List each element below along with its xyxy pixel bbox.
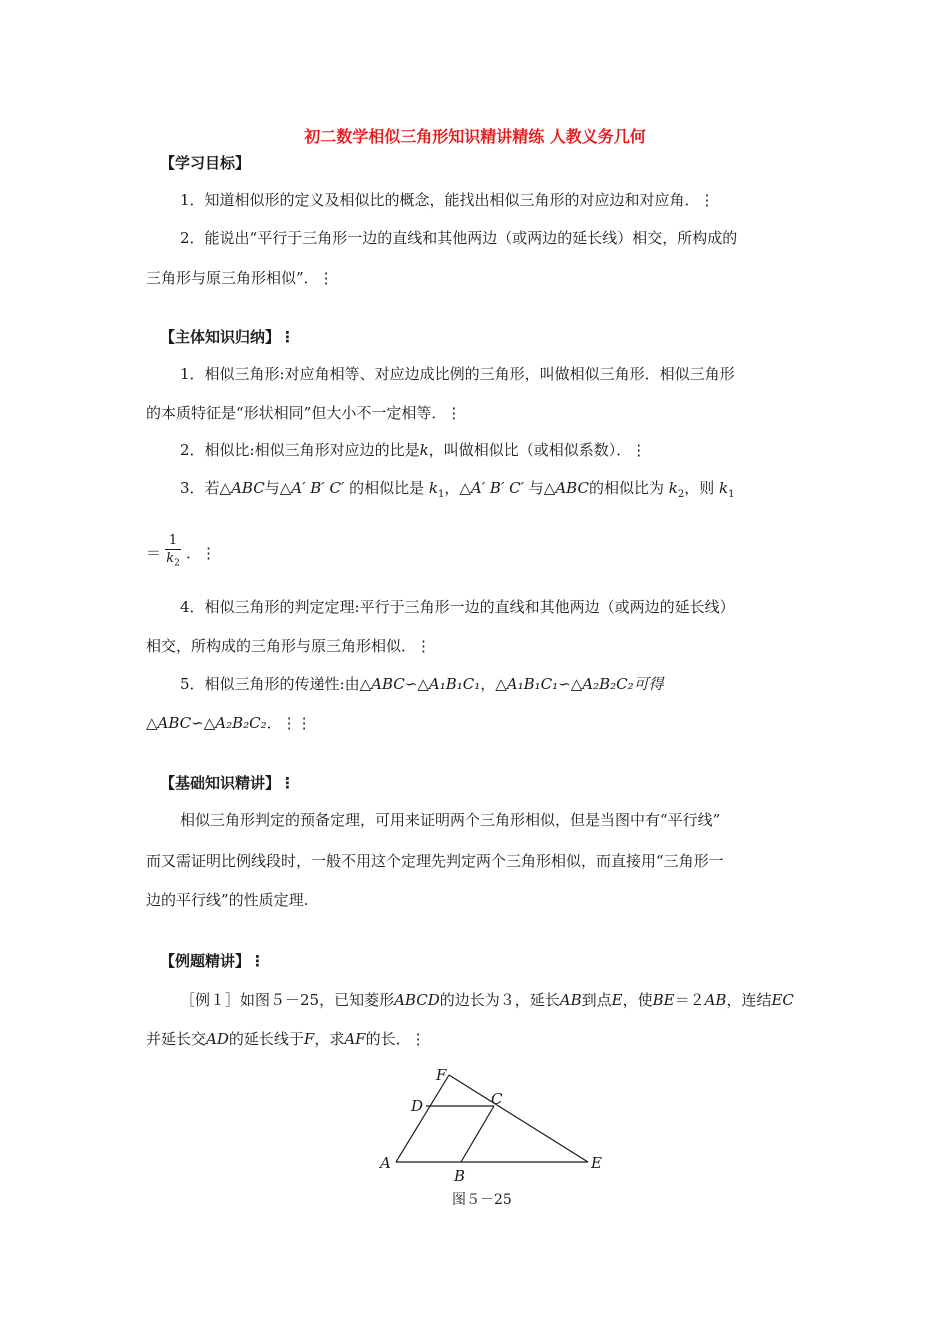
- segment-bc: [461, 1106, 494, 1162]
- segment-af: [396, 1075, 449, 1162]
- ex1-eq: ＝２: [674, 991, 705, 1009]
- segment-fe: [449, 1075, 588, 1162]
- ex1-a: ［例１］如图５－25，已知菱形: [180, 991, 395, 1009]
- main-item-3-k1-sub: 1: [438, 489, 445, 500]
- ex1-ec: EC: [771, 991, 794, 1009]
- main-item-3-equals: ＝: [146, 544, 162, 562]
- main-item-3-k1-end-sub: 1: [728, 489, 735, 500]
- main-item-3-abc-1: ABC: [231, 479, 265, 497]
- main-item-3-fraction: [163, 533, 183, 572]
- main-item-3-abc-prime-2: A′ B′ C′: [470, 479, 525, 497]
- fraction-denominator: [163, 551, 183, 572]
- examples-heading: 【例题精讲】⋮: [160, 952, 266, 970]
- main-item-1-line-2: 的本质特征是“形状相同”但大小不一定相等．⋮: [146, 404, 462, 422]
- ex1-be: BE: [652, 991, 675, 1009]
- ex1-abcd: ABCD: [394, 991, 440, 1009]
- ex1-af: AF: [344, 1030, 366, 1048]
- goals-heading: 【学习目标】: [160, 154, 251, 172]
- main-item-5-expr-3: ABC∽△A₂B₂C₂: [157, 714, 267, 732]
- main-item-1-line-1: 1．相似三角形:对应角相等、对应边成比例的三角形，叫做相似三角形．相似三角形: [180, 365, 735, 383]
- page-title: 初二数学相似三角形知识精讲精练 人教义务几何: [304, 127, 646, 146]
- ex1-l2-b: 的延长线于: [228, 1030, 304, 1048]
- goals-item-1: 1．知道相似形的定义及相似比的概念，能找出相似三角形的对应边和对应角．⋮: [180, 191, 715, 209]
- example-1-line-2: [146, 1029, 426, 1049]
- ex1-e: E: [611, 991, 623, 1009]
- main-item-3-abc-prime-1: A′ B′ C′: [291, 479, 345, 497]
- ex1-F: F: [303, 1030, 315, 1048]
- ex1-ab: AB: [559, 991, 582, 1009]
- goals-item-2-line-1: 2．能说出“平行于三角形一边的直线和其他两边（或两边的延长线）相交，所构成的: [180, 229, 738, 247]
- label-d: D: [411, 1097, 424, 1115]
- main-item-3-text-c: 的相似比是: [344, 479, 429, 497]
- example-1-line-1: [180, 990, 794, 1010]
- main-item-2-k: k: [419, 441, 429, 459]
- label-c: C: [491, 1090, 503, 1108]
- ex1-d: ，使: [622, 991, 653, 1009]
- basic-heading: 【基础知识精讲】⋮: [160, 774, 296, 792]
- geometry-figure: [370, 1060, 620, 1185]
- label-e: E: [591, 1154, 602, 1172]
- ex1-l2-a: 并延长交: [146, 1030, 207, 1048]
- figure-caption: 图５－25: [452, 1192, 512, 1208]
- main-item-5-end: ．⋮⋮: [266, 714, 312, 732]
- main-item-4-line-2: 相交，所构成的三角形与原三角形相似．⋮: [146, 637, 432, 655]
- main-item-3-k1: k: [428, 479, 438, 497]
- main-item-3-text-b: 与△: [264, 479, 292, 497]
- main-item-3-text-g: ，则: [684, 479, 719, 497]
- basic-line-3: 边的平行线”的性质定理.: [146, 891, 309, 909]
- main-item-4-line-1: 4．相似三角形的判定定理:平行于三角形一边的直线和其他两边（或两边的延长线）: [180, 598, 735, 616]
- main-item-5-text-a: 5．相似三角形的传递性:由△: [180, 675, 372, 693]
- label-b: B: [454, 1167, 466, 1185]
- ex1-ab2: AB: [704, 991, 727, 1009]
- label-f: F: [436, 1066, 447, 1084]
- main-item-3-suffix: ．⋮: [186, 544, 217, 562]
- main-item-3-k1-end: k: [718, 479, 729, 497]
- fraction-den-k: k: [166, 551, 175, 566]
- ex1-c: 到点: [581, 991, 612, 1009]
- main-item-5-line-2: [146, 713, 312, 733]
- ex1-ad: AD: [206, 1030, 229, 1048]
- main-item-3-text-a: 3．若△: [180, 479, 232, 497]
- main-item-5-expr-1: ABC∽△A₁B₁C₁: [371, 675, 481, 693]
- basic-line-2: 而又需证明比例线段时，一般不用这个定理先判定两个三角形相似，而直接用“三角形一: [146, 852, 724, 870]
- ex1-b: 的边长为３，延长: [439, 991, 560, 1009]
- main-item-3-line-1: [180, 478, 734, 505]
- ex1-l2-c: ，求: [314, 1030, 345, 1048]
- fraction-numerator: 1: [168, 533, 178, 548]
- goals-item-2-line-2: 三角形与原三角形相似”．⋮: [146, 269, 334, 287]
- fraction-den-sub: 2: [174, 558, 180, 569]
- main-item-2-text-a: 2．相似比:相似三角形对应边的比是: [180, 441, 420, 459]
- main-item-2-text-b: ，叫做相似比（或相似系数）．⋮: [428, 441, 647, 459]
- basic-line-1: 相似三角形判定的预备定理，可用来证明两个三角形相似，但是当图中有“平行线”: [180, 811, 721, 829]
- main-item-5-text-c: ，△: [480, 675, 507, 693]
- main-item-3-k2: k: [668, 479, 678, 497]
- main-item-3-abc-2: ABC: [555, 479, 589, 497]
- main-item-5-tri: △: [146, 714, 158, 732]
- main-item-2: [180, 440, 646, 460]
- fraction-bar: [165, 549, 181, 550]
- main-item-3-text-d: ，△: [444, 479, 471, 497]
- label-a: A: [380, 1154, 391, 1172]
- main-item-3-k2-sub: 2: [677, 489, 685, 500]
- ex1-l2-d: 的长．⋮: [365, 1030, 426, 1048]
- ex1-f: ，连结: [726, 991, 772, 1009]
- main-item-5-line-1: [180, 674, 664, 694]
- main-heading: 【主体知识归纳】⋮: [160, 328, 296, 346]
- main-item-3-text-e: 与△: [524, 479, 556, 497]
- main-item-3-text-f: 的相似比为: [588, 479, 669, 497]
- main-item-5-expr-2: A₁B₁C₁∽△A₂B₂C₂可得: [506, 675, 664, 693]
